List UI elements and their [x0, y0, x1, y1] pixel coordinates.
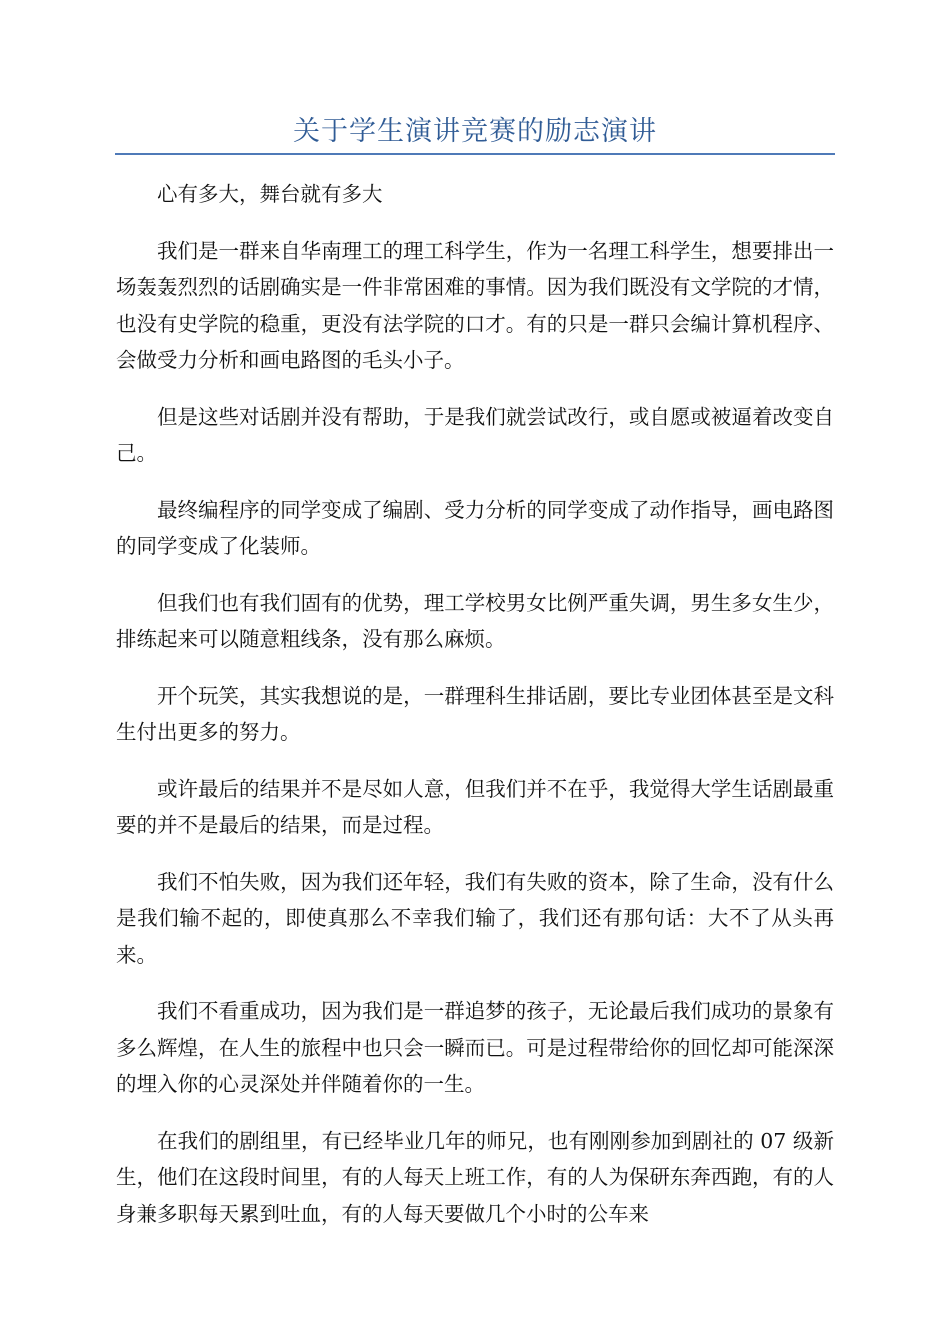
- paragraph: 开个玩笑，其实我想说的是，一群理科生排话剧，要比专业团体甚至是文科生付出更多的努力。: [116, 683, 834, 744]
- paragraph: 我们不看重成功，因为我们是一群追梦的孩子，无论最后我们成功的景象有多么辉煌，在人生的旅程中也只会一瞬而已。可是过程带给你的回忆却可能深深的埋入你的心灵深处并伴随着你的一生。: [116, 999, 834, 1096]
- paragraph: 但是这些对话剧并没有帮助，于是我们就尝试改行，或自愿或被逼着改变自己。: [116, 404, 834, 465]
- paragraph: 心有多大，舞台就有多大: [157, 182, 383, 206]
- paragraph: 我们是一群来自华南理工的理工科学生，作为一名理工科学生，想要排出一场轰轰烈烈的话剧确实是一件非常困难的事情。因为我们既没有文学院的才情，也没有史学院的稳重，更没有法学院的口才。有的只是一群只会编计算机程序、会做受力分析和画电路图的毛头小子。: [116, 238, 834, 372]
- title-underline: [115, 153, 835, 155]
- paragraph: 但我们也有我们固有的优势，理工学校男女比例严重失调，男生多女生少，排练起来可以随意粗线条，没有那么麻烦。: [116, 590, 834, 651]
- paragraph: 或许最后的结果并不是尽如人意，但我们并不在乎，我觉得大学生话剧最重要的并不是最后的结果，而是过程。: [116, 776, 834, 837]
- paragraph: 我们不怕失败，因为我们还年轻，我们有失败的资本，除了生命，没有什么是我们输不起的，即使真那么不幸我们输了，我们还有那句话：大不了从头再来。: [116, 869, 834, 967]
- document-body: [116, 176, 834, 1252]
- paragraph: 最终编程序的同学变成了编剧、受力分析的同学变成了动作指导，画电路图的同学变成了化装师。: [116, 497, 834, 558]
- paragraph: 在我们的剧组里，有已经毕业几年的师兄，也有刚刚参加到剧社的 07 级新生，他们在这段时间里，有的人每天上班工作，有的人为保研东奔西跑，有的人身兼多职每天累到吐血，有的人每天要做几个小时的公车来: [116, 1128, 834, 1226]
- document-title: 关于学生演讲竞赛的励志演讲: [293, 116, 657, 147]
